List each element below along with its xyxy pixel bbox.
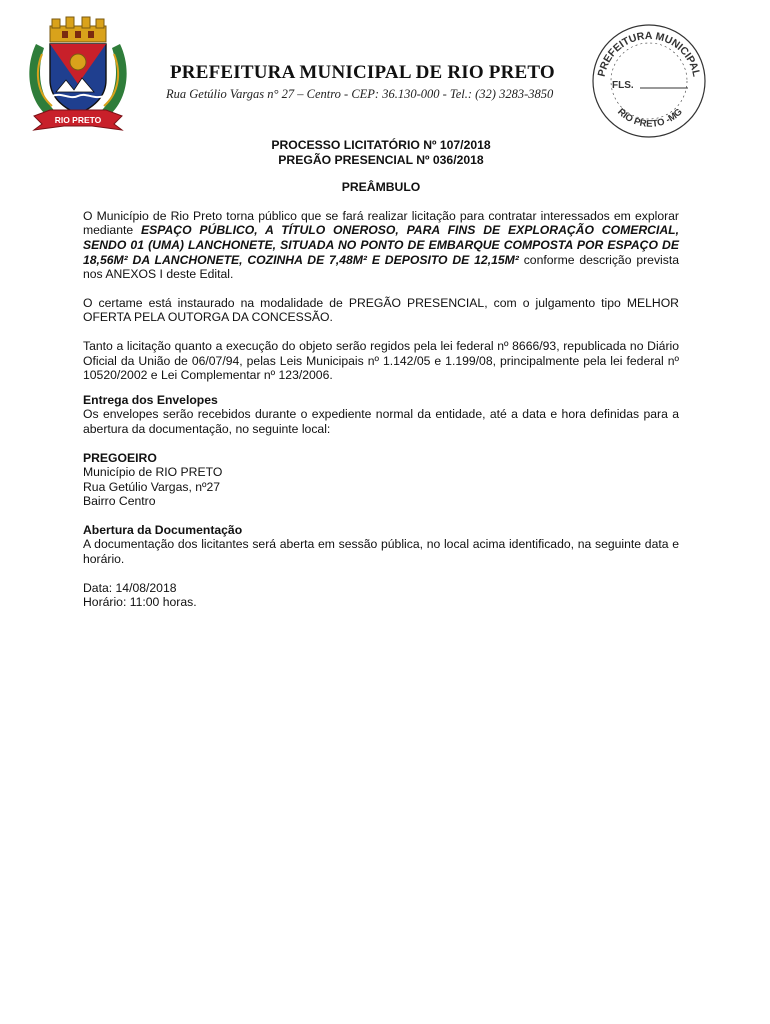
paragraph-modality: O certame está instaurado na modalidade de PREGÃO PRESENCIAL, com o julgamento tipo MELHOR OFERTA PELA OUTORGA DA CONCESSÃO. xyxy=(83,295,679,325)
stamp-ring-bottom: RIO PRETO -MG xyxy=(615,106,685,130)
abertura-text: A documentação dos licitantes será aberta em sessão pública, no local acima identificado, na seguinte data e horário. xyxy=(83,537,679,567)
abertura-title: Abertura da Documentação xyxy=(83,522,243,537)
pregao-number: PREGÃO PRESENCIAL Nº 036/2018 xyxy=(278,152,484,167)
stamp-ring-top: PREFEITURA MUNICIPAL xyxy=(595,29,703,78)
opening-date: Data: 14/08/2018 xyxy=(83,580,177,595)
paragraph-object-emphasis: ESPAÇO PÚBLICO, A TÍTULO ONEROSO, PARA FINS DE EXPLORAÇÃO COMERCIAL, SENDO 01 (UMA) LANCHONETE, SITUADA NO PONTO DE EMBARQUE COMPOSTA POR ESPAÇO DE 18,56M² DA LANCHONETE, COZINHA DE 7,48M² E DEPOSITO DE 12,15M² xyxy=(83,223,679,267)
pregoeiro-line: Rua Getúlio Vargas, nº27 xyxy=(83,479,221,494)
paragraph-object xyxy=(83,209,679,282)
municipal-stamp xyxy=(590,22,708,140)
preambulo-title: PREÂMBULO xyxy=(341,180,421,195)
envelopes-title: Entrega dos Envelopes xyxy=(83,392,218,407)
pregoeiro-line: Município de RIO PRETO xyxy=(83,465,223,480)
crest-ribbon-text: RIO PRETO xyxy=(54,115,102,125)
org-address: Rua Getúlio Vargas n° 27 – Centro - CEP: 36.130-000 - Tel.: (32) 3283-3850 xyxy=(166,87,554,101)
paragraph-object-tail: conforme descrição prevista nos ANEXOS I deste Edital. xyxy=(83,252,680,282)
pregoeiro-line: Bairro Centro xyxy=(83,494,156,509)
paragraph-legal-basis: Tanto a licitação quanto a execução do objeto serão regidos pela lei federal nº 8666/93, republicada no Diário Oficial da União de 06/07/94, pelas Leis Municipais nº 1.142/05 e 1.199/08, principalmente pela lei federal nº 10520/2002 e Lei Complementar nº 123/2006. xyxy=(83,338,679,383)
opening-time: Horário: 11:00 horas. xyxy=(83,595,197,610)
svg-text:RIO PRETO -MG xyxy=(615,107,685,130)
stamp-center-label: FLS. xyxy=(612,80,634,91)
document-body xyxy=(83,138,679,610)
municipal-crest-logo xyxy=(22,14,134,132)
process-number: PROCESSO LICITATÓRIO Nº 107/2018 xyxy=(271,138,491,152)
envelopes-text: Os envelopes serão recebidos durante o expediente normal da entidade, até a data e hora definidas para a abertura da documentação, no seguinte local: xyxy=(83,407,679,436)
svg-text:PREFEITURA MUNICIPAL xyxy=(596,30,703,78)
org-title: PREFEITURA MUNICIPAL DE RIO PRETO xyxy=(170,62,555,83)
paragraph-object-lead: O Município de Rio Preto torna público que se fará realizar licitação para contratar interessados em explorar mediante xyxy=(83,208,679,238)
pregoeiro-title: PREGOEIRO xyxy=(83,450,157,465)
